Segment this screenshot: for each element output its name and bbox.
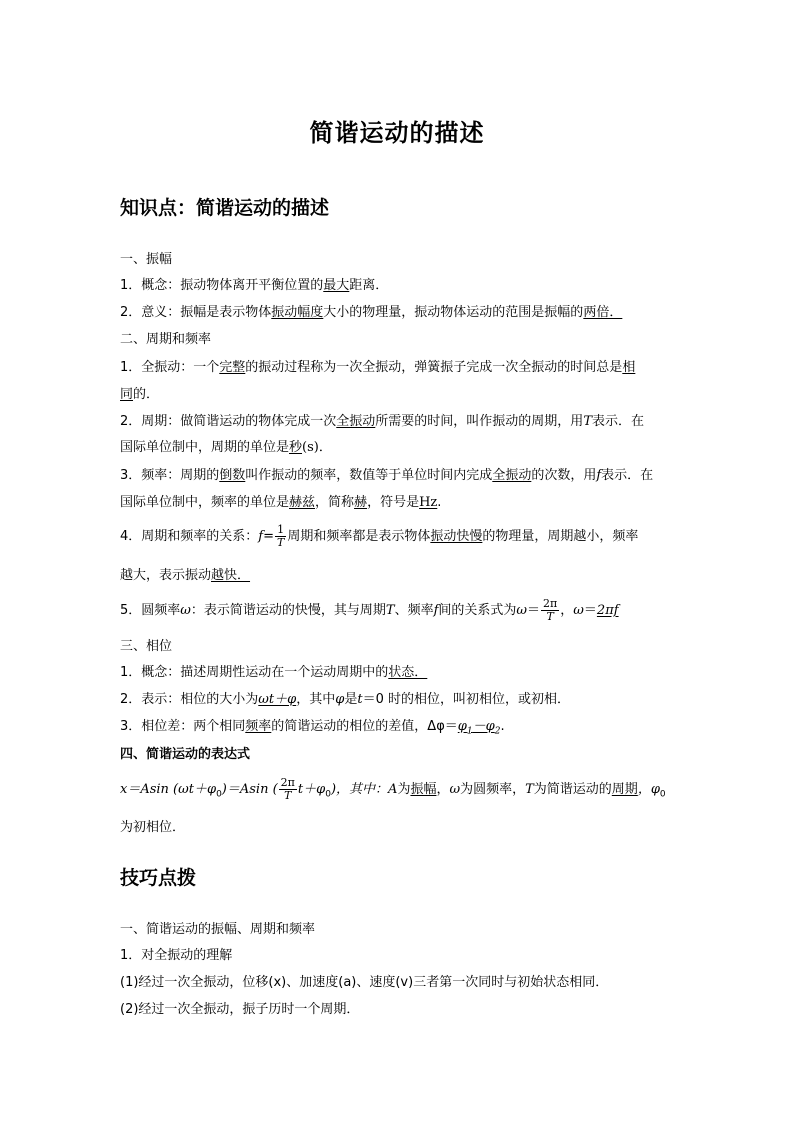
text: ，符号是 xyxy=(367,495,420,510)
text: 周期和频率都是表示物体 xyxy=(287,529,431,544)
answer-underline: 两倍． xyxy=(583,305,623,320)
skills-item-3: (2)经过一次全振动，振子历时一个周期． xyxy=(120,1002,360,1017)
answer-underline: 越快． xyxy=(211,568,251,583)
symbol-T: T xyxy=(583,414,592,429)
text: 国际单位制中，频率的单位是 xyxy=(120,495,290,510)
answer-underline: 全振动 xyxy=(492,468,532,483)
fraction-numerator: 2π xyxy=(543,597,558,610)
symbol-T: T xyxy=(385,603,395,618)
angular-frequency-line xyxy=(120,598,680,624)
answer-underline: 赫 xyxy=(354,495,368,510)
text: 3．相位差：两个相同 xyxy=(120,719,246,734)
symbol-phi: φ xyxy=(457,719,467,734)
text: 距离． xyxy=(349,278,389,293)
subscript: 0 xyxy=(325,789,331,800)
full-vibration-line1 xyxy=(120,358,680,378)
answer-underline: 振动幅度 xyxy=(271,305,324,320)
amplitude-meaning xyxy=(120,303,680,323)
frequency-def-line1 xyxy=(120,466,680,486)
answer-underline: 同 xyxy=(120,387,134,402)
text: 2．表示：相位的大小为 xyxy=(120,692,259,707)
subscript: 0 xyxy=(659,789,666,800)
text: ，φ xyxy=(637,782,660,797)
text: 的振动过程称为一次全振动，弹簧振子完成一次全振动的时间总是 xyxy=(245,360,623,375)
answer-underline: 周期 xyxy=(611,782,638,797)
text: . xyxy=(437,495,442,510)
symbol-phi: φ xyxy=(335,692,345,707)
frequency-def-line2 xyxy=(120,493,680,513)
text: 的简谐运动的相位的差值，Δφ＝ xyxy=(271,719,458,734)
text: 为简谐运动的 xyxy=(533,782,612,797)
fraction-denominator: T xyxy=(277,536,285,549)
symbol-omega: ω xyxy=(516,603,528,618)
text: 大小的物理量，振动物体运动的范围是振幅的 xyxy=(323,305,584,320)
answer-underline: 最大 xyxy=(323,278,350,293)
section-heading-skills: 技巧点拨 xyxy=(120,867,197,889)
fraction-denominator: T xyxy=(284,789,292,802)
answer-underline: 全振动 xyxy=(336,414,376,429)
phase-representation xyxy=(120,690,680,710)
answer-underline: 倒数 xyxy=(219,468,246,483)
text: 、频率 xyxy=(394,603,434,618)
answer-underline: ωt＋φ xyxy=(258,692,297,707)
answer-underline: 完整 xyxy=(219,360,246,375)
subscript: 2 xyxy=(494,726,501,737)
text: 2．周期：做简谐运动的物体完成一次 xyxy=(120,414,337,429)
symbol-omega: ω xyxy=(180,603,191,618)
formula: x＝Asin (ωt＋φ xyxy=(120,782,217,797)
symbol-f: f xyxy=(596,468,602,483)
equals-sign: = xyxy=(263,529,274,544)
text: 表示．在 xyxy=(591,414,644,429)
answer-underline: 频率 xyxy=(245,719,272,734)
text: 5．圆频率 xyxy=(120,603,181,618)
full-vibration-line2 xyxy=(120,385,680,405)
text: 的． xyxy=(133,387,160,402)
text: 所需要的时间，叫作振动的周期，用 xyxy=(375,414,584,429)
text: 1．概念：振动物体离开平衡位置的 xyxy=(120,278,324,293)
phase-difference xyxy=(120,717,680,742)
text: 4．周期和频率的关系： xyxy=(120,529,259,544)
text: 的次数，用 xyxy=(531,468,597,483)
answer-underline: 相 xyxy=(622,360,636,375)
period-def-line1 xyxy=(120,412,680,432)
skills-heading: 一、简谐运动的振幅、周期和频率 xyxy=(120,922,316,937)
expression-formula-line1 xyxy=(120,777,680,808)
text: 1．概念：描述周期性运动在一个运动周期中的 xyxy=(120,665,389,680)
period-def-line2 xyxy=(120,438,680,458)
text: 间的关系式为 xyxy=(438,603,517,618)
symbol-omega: ω xyxy=(449,782,461,797)
answer-underline: 状态． xyxy=(388,665,428,680)
formula: )，其中： xyxy=(330,782,389,797)
symbol-T: T xyxy=(525,782,534,797)
symbol-omega: ω xyxy=(573,603,584,618)
text: 为圆频率， xyxy=(460,782,526,797)
phase-heading: 三、相位 xyxy=(120,639,173,654)
amplitude-heading: 一、振幅 xyxy=(120,252,173,267)
text: 表示．在 xyxy=(601,468,654,483)
text: 1．全振动：一个 xyxy=(120,360,220,375)
subscript: 1 xyxy=(466,726,473,737)
text: 为 xyxy=(397,782,411,797)
fraction-numerator: 1 xyxy=(275,524,286,537)
text: ，简称 xyxy=(315,495,355,510)
text: 2．意义：振幅是表示物体 xyxy=(120,305,272,320)
text: ， xyxy=(436,782,450,797)
fraction-numerator: 2π xyxy=(280,776,295,789)
answer-underline xyxy=(457,719,501,737)
fraction-1-over-T xyxy=(275,524,286,549)
subscript: 0 xyxy=(216,789,222,800)
symbol-phi: －φ xyxy=(472,719,495,734)
text: ， xyxy=(560,603,574,618)
equals-sign: ＝ xyxy=(527,603,541,618)
fraction-denominator: T xyxy=(546,610,554,623)
formula: t＋φ xyxy=(297,782,326,797)
text: . xyxy=(500,719,505,734)
symbol-A: A xyxy=(388,782,398,797)
answer-underline: 赫兹 xyxy=(289,495,316,510)
document-title: 简谐运动的描述 xyxy=(309,119,485,147)
text: 的物理量，周期越小，频率 xyxy=(482,529,639,544)
text: (s)． xyxy=(302,440,332,455)
symbol-f: f xyxy=(433,603,439,618)
text: ，其中 xyxy=(296,692,336,707)
expression-heading: 四、简谐运动的表达式 xyxy=(120,747,251,762)
answer-underline: 振动快慢 xyxy=(430,529,483,544)
section-heading-knowledge: 知识点：简谐运动的描述 xyxy=(120,197,330,219)
skills-item-2: (1)经过一次全振动，位移(x)、加速度(a)、速度(v)三者第一次同时与初始状态相同． xyxy=(120,975,609,990)
text: 叫作振动的频率，数值等于单位时间内完成 xyxy=(245,468,493,483)
period-frequency-relation-line1 xyxy=(120,524,680,550)
text: 越大，表示振动 xyxy=(120,568,212,583)
answer-underline: Hz xyxy=(419,495,438,510)
expression-formula-line2: 为初相位． xyxy=(120,820,186,835)
fraction-2pi-over-T xyxy=(279,777,297,802)
symbol-t: t xyxy=(357,692,363,707)
text: 3．频率：周期的 xyxy=(120,468,220,483)
text: 国际单位制中，周期的单位是 xyxy=(120,440,290,455)
period-frequency-relation-line2 xyxy=(120,566,680,586)
amplitude-concept xyxy=(120,276,680,296)
answer-underline: 振幅 xyxy=(410,782,437,797)
period-heading: 二、周期和频率 xyxy=(120,332,212,347)
symbol-f: f xyxy=(258,529,264,544)
equals-sign: ＝ xyxy=(583,603,597,618)
answer-underline: 2πf xyxy=(596,603,619,618)
text: ＝0 时的相位，叫初相位，或初相． xyxy=(362,692,570,707)
text: ：表示简谐运动的快慢，其与周期 xyxy=(190,603,386,618)
phase-concept xyxy=(120,663,680,683)
formula: )＝Asin ( xyxy=(221,782,278,797)
answer-underline: 秒 xyxy=(289,440,303,455)
fraction-2pi-over-T xyxy=(541,598,559,623)
skills-item-1: 1．对全振动的理解 xyxy=(120,948,233,963)
text: 是 xyxy=(344,692,358,707)
